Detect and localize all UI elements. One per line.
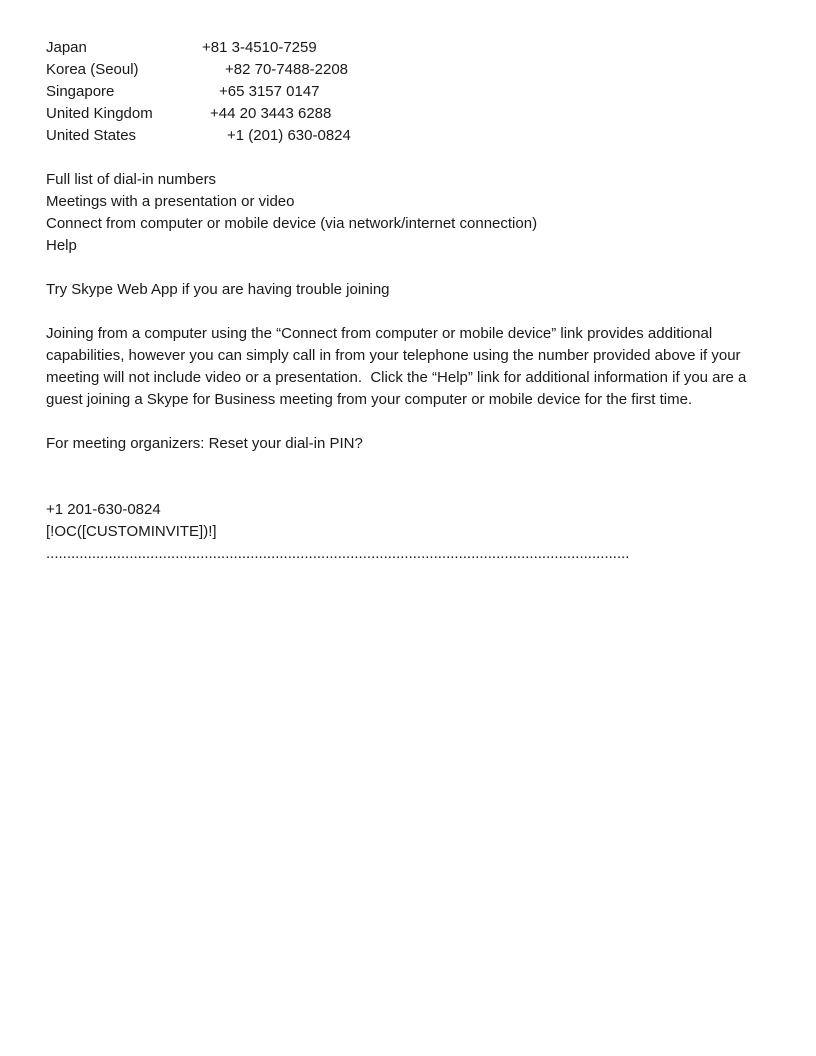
country-label: United Kingdom — [46, 105, 153, 122]
phone-number: +81 3-4510-7259 — [202, 39, 317, 56]
phone-number: +82 70-7488-2208 — [225, 61, 349, 78]
country-label: Japan — [46, 39, 87, 56]
dial-in-row — [46, 81, 758, 103]
link-full-dial-in-list: Full list of dial-in numbers — [46, 171, 217, 188]
blank-line — [46, 455, 758, 477]
blank-line — [46, 301, 758, 323]
blank-line — [46, 147, 758, 169]
country-label: Singapore — [46, 83, 115, 100]
link-connect-from-device: Connect from computer or mobile device (via network/internet connection) — [46, 215, 538, 232]
dial-in-row — [46, 37, 758, 59]
link-meetings-presentation-video: Meetings with a presentation or video — [46, 193, 295, 210]
custom-invite-token: [!OC([CUSTOMINVITE])!] — [46, 523, 217, 540]
organizers-reset-pin-line: For meeting organizers: Reset your dial-in PIN? — [46, 435, 363, 452]
link-help: Help — [46, 237, 77, 254]
try-web-app-line: Try Skype Web App if you are having trouble joining — [46, 281, 390, 298]
blank-line — [46, 477, 758, 499]
dial-in-row — [46, 59, 758, 81]
dial-in-row — [46, 125, 758, 147]
country-label: Korea (Seoul) — [46, 61, 139, 78]
dial-in-row — [46, 103, 758, 125]
blank-line — [46, 411, 758, 433]
info-paragraph: Joining from a computer using the “Connect from computer or mobile device” link provides additional capabilities, however you can simply call in from your telephone using the number provided above if your meeting will not include video or a presentation. Click the “Help” link for additional information if you are a guest joining a Skype for Business meeting from your computer or mobile device for the first time. — [46, 325, 751, 408]
phone-number: +1 (201) 630-0824 — [227, 127, 351, 144]
country-label: United States — [46, 127, 137, 144]
document-content — [46, 37, 758, 565]
phone-number: +44 20 3443 6288 — [210, 105, 332, 122]
blank-line — [46, 257, 758, 279]
dotted-divider: ............................................................................................................................................ — [46, 545, 630, 562]
footer-phone-number: +1 201-630-0824 — [46, 501, 161, 518]
phone-number: +65 3157 0147 — [219, 83, 320, 100]
